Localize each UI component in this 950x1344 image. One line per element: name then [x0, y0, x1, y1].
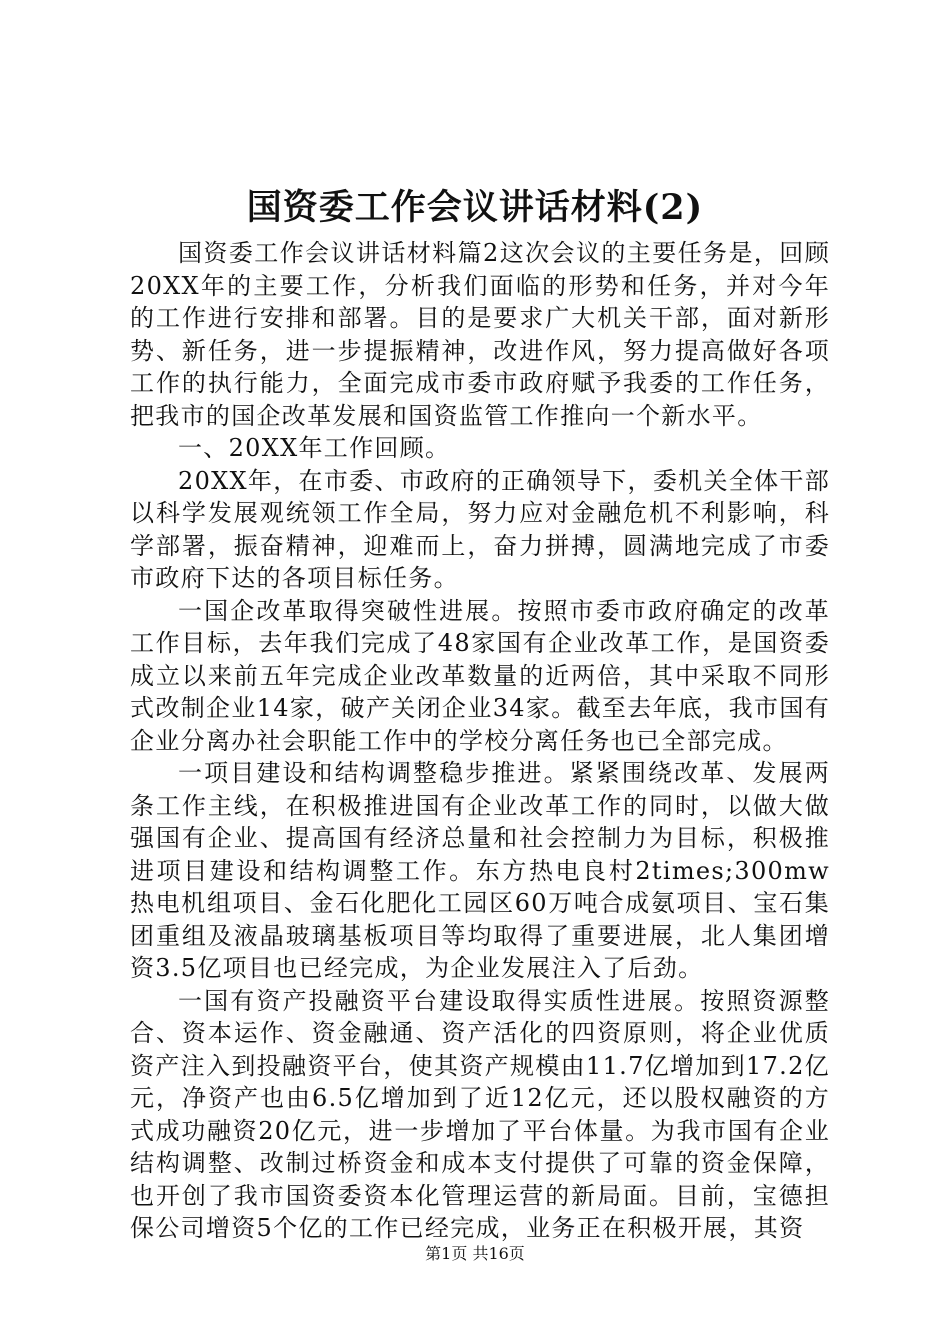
paragraph-investment-platform: 一国有资产投融资平台建设取得实质性进展。按照资源整合、资本运作、资金融通、资产活化的四资原则，将企业优质资产注入到投融资平台，使其资产规模由11.7亿增加到17.2亿元，净资产也由6.5亿增加到了近12亿元，还以股权融资的方式成功融资20亿元，进一步增加了平台体量。为我市国有企业结构调整、改制过桥资金和成本支付提供了可靠的资金保障，也开创了我市国资委资本化管理运营的新局面。目前，宝德担保公司增资5个亿的工作已经完成，业务正在积极开展，其资	[130, 986, 830, 1242]
paragraph-reform: 一国企改革取得突破性进展。按照市委市政府确定的改革工作目标，去年我们完成了48家国有企业改革工作，是国资委成立以来前五年完成企业改革数量的近两倍，其中采取不同形式改制企业14家，破产关闭企业34家。截至去年底，我市国有企业分离办社会职能工作中的学校分离任务也已全部完成。	[130, 596, 830, 755]
document-body	[130, 237, 830, 1245]
paragraph-review: 20XX年，在市委、市政府的正确领导下，委机关全体干部以科学发展观统领工作全局，努力应对金融危机不利影响，科学部署，振奋精神，迎难而上，奋力拼搏，圆满地完成了市委市政府下达的各项目标任务。	[130, 466, 830, 592]
page-footer: 第1页 共16页	[425, 1244, 525, 1263]
paragraph-section-heading: 一、20XX年工作回顾。	[178, 434, 451, 462]
paragraph-projects: 一项目建设和结构调整稳步推进。紧紧围绕改革、发展两条工作主线，在积极推进国有企业改革工作的同时，以做大做强国有企业、提高国有经济总量和社会控制力为目标，积极推进项目建设和结构调整工作。东方热电良村2times;300mw热电机组项目、金石化肥化工园区60万吨合成氨项目、宝石集团重组及液晶玻璃基板项目等均取得了重要进展，北人集团增资3.5亿项目也已经完成，为企业发展注入了后劲。	[130, 759, 830, 982]
document-title: 国资委工作会议讲话材料(2)	[246, 187, 704, 228]
paragraph-intro: 国资委工作会议讲话材料篇2这次会议的主要任务是，回顾20XX年的主要工作，分析我们面临的形势和任务，并对今年的工作进行安排和部署。目的是要求广大机关干部，面对新形势、新任务，进一步提振精神，改进作风，努力提高做好各项工作的执行能力，全面完成市委市政府赋予我委的工作任务，把我市的国企改革发展和国资监管工作推向一个新水平。	[130, 239, 830, 430]
